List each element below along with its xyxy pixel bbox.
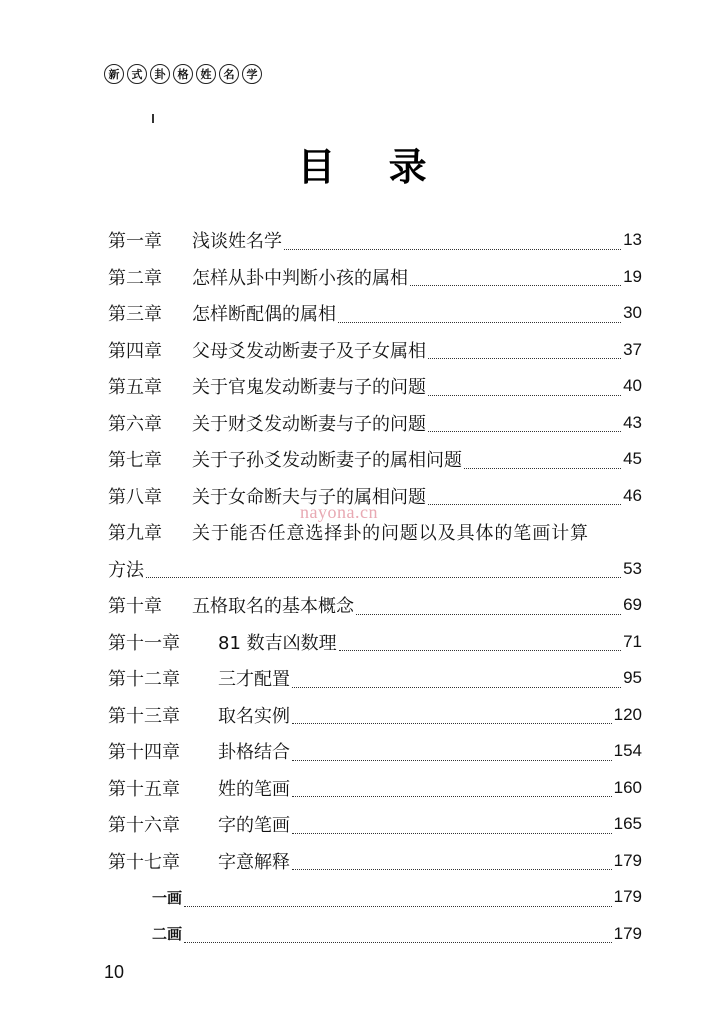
scan-speck [152,114,154,123]
toc-page-number: 45 [623,449,642,469]
toc-entry[interactable] [108,368,642,405]
toc-leader-dots [184,896,612,907]
toc-title: 目 录 [297,144,447,189]
toc-chapter-title: 关于官鬼发动断妻与子的问题 [192,377,426,399]
toc-page-number: 46 [623,485,642,505]
toc-leader-dots [428,421,621,432]
toc-page-number: 40 [623,376,642,396]
toc-page-number: 13 [623,230,642,250]
toc-leader-dots [292,786,612,797]
toc-leader-dots [292,823,612,834]
book-title-header [104,64,262,84]
toc-page-number: 43 [623,412,642,432]
toc-chapter-title: 怎样断配偶的属相 [192,304,336,326]
toc-leader-dots [464,458,621,469]
toc-page-number: 69 [623,595,642,615]
toc-chapter-number: 第十一章 [108,632,180,654]
toc-entry[interactable] [108,624,642,661]
toc-page-number: 37 [623,339,642,359]
toc-chapter-title: 字意解释 [218,851,290,873]
header-seal-char: 名 [219,64,239,84]
toc-chapter-title: 三才配置 [218,669,290,691]
toc-chapter-title: 字的笔画 [218,815,290,837]
toc-entry[interactable] [108,733,642,770]
toc-chapter-number: 第三章 [108,304,162,326]
toc-chapter-title: 姓的笔画 [218,778,290,800]
toc-leader-dots [292,750,612,761]
toc-entry[interactable] [108,879,642,916]
toc-chapter-number: 第五章 [108,377,162,399]
toc-page-number: 179 [613,923,642,943]
toc-entry[interactable] [108,697,642,734]
toc-chapter-title: 关于女命断夫与子的属相问题 [192,486,426,508]
toc-chapter-title: 卦格结合 [218,742,290,764]
toc-leader-dots [284,239,621,250]
toc-chapter-number: 第八章 [108,486,162,508]
toc-entry[interactable] [108,806,642,843]
toc-leader-dots [428,348,621,359]
toc-chapter-number: 第九章 [108,523,162,545]
toc-chapter-title: 关于财爻发动断妻与子的问题 [192,413,426,435]
toc-chapter-title: 怎样从卦中判断小孩的属相 [192,267,408,289]
toc-leader-dots [184,932,612,943]
toc-leader-dots [428,385,621,396]
toc-chapter-number: 第十五章 [108,778,180,800]
watermark: nayona.cn [300,502,378,522]
toc-page-number: 179 [613,850,642,870]
header-seal-char: 格 [173,64,193,84]
toc-chapter-number: 第十二章 [108,669,180,691]
toc-leader-dots [292,713,612,724]
toc-chapter-title: 一画 [152,888,183,907]
header-seal-char: 卦 [150,64,170,84]
toc-entry[interactable] [108,295,642,332]
toc-chapter-number: 第七章 [108,450,162,472]
toc-entry[interactable] [108,660,642,697]
toc-leader-dots [339,640,621,651]
header-seal-char: 学 [242,64,262,84]
toc-chapter-number: 第二章 [108,267,162,289]
header-seal-char: 姓 [196,64,216,84]
toc-entry[interactable] [108,587,642,624]
toc-leader-dots [428,494,621,505]
toc-chapter-title: 五格取名的基本概念 [192,596,354,618]
toc-entry[interactable] [108,405,642,442]
toc-chapter-number: 第十三章 [108,705,180,727]
toc-chapter-number: 第四章 [108,340,162,362]
page-number: 10 [104,962,125,982]
table-of-contents [108,222,642,952]
toc-page-number: 19 [623,266,642,286]
toc-page-number: 53 [623,558,642,578]
toc-leader-dots [356,604,621,615]
toc-chapter-title: 方法 [108,559,144,581]
toc-chapter-title: 取名实例 [218,705,290,727]
toc-entry[interactable] [108,441,642,478]
toc-page-number: 71 [623,631,642,651]
toc-leader-dots [338,312,621,323]
toc-entry[interactable] [108,916,642,953]
toc-entry[interactable] [108,843,642,880]
toc-leader-dots [410,275,621,286]
toc-chapter-title: 关于子孙爻发动断妻子的属相问题 [192,450,462,472]
header-seal-char: 式 [127,64,147,84]
toc-chapter-title: 浅谈姓名学 [192,231,282,253]
toc-chapter-title: 关于能否任意选择卦的问题以及具体的笔画计算 [192,523,589,545]
toc-chapter-title: 父母爻发动断妻子及子女属相 [192,340,426,362]
toc-chapter-number: 第六章 [108,413,162,435]
header-seal-char: 新 [104,64,124,84]
toc-page-number: 160 [613,777,642,797]
toc-entry[interactable] [108,259,642,296]
toc-page-number: 95 [623,668,642,688]
toc-page-number: 30 [623,303,642,323]
toc-chapter-title: 二画 [152,925,183,944]
toc-entry[interactable] [108,770,642,807]
toc-page-number: 154 [613,741,642,761]
toc-chapter-title: 81 数吉凶数理 [218,632,337,654]
toc-chapter-number: 第十七章 [108,851,180,873]
toc-leader-dots [292,859,612,870]
toc-chapter-number: 第十四章 [108,742,180,764]
toc-page-number: 179 [613,887,642,907]
toc-page-number: 120 [613,704,642,724]
toc-chapter-number: 第一章 [108,231,162,253]
toc-leader-dots [292,677,621,688]
toc-leader-dots [146,567,621,578]
toc-page-number: 165 [613,814,642,834]
toc-entry[interactable] [108,222,642,259]
toc-entry[interactable] [108,551,642,588]
toc-chapter-number: 第十六章 [108,815,180,837]
toc-entry[interactable] [108,332,642,369]
toc-chapter-number: 第十章 [108,596,162,618]
